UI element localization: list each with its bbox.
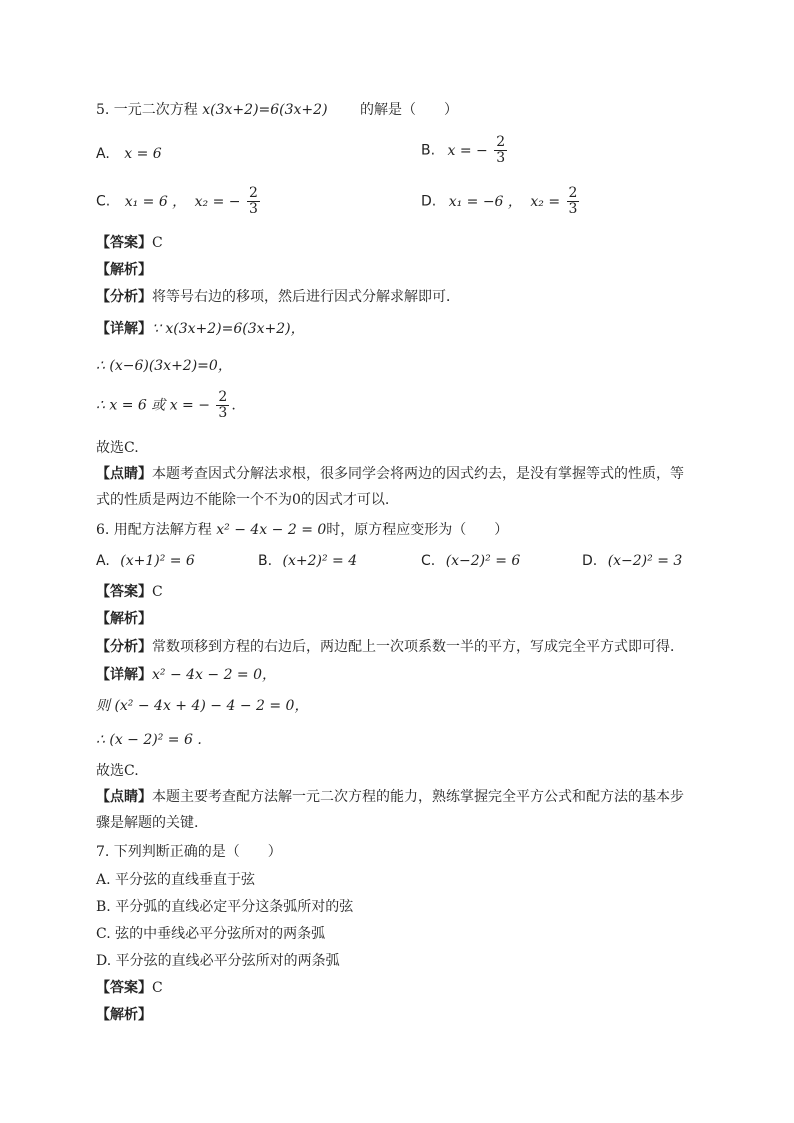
- q6-analysis-heading: 【解析】: [96, 611, 152, 627]
- q5-option-b-fraction: $\frac{2}{3}$: [496, 134, 506, 166]
- q6-option-b: B. (x+2)² = 4: [258, 553, 358, 569]
- q5-detail-3-fraction: $\frac{2}{3}$: [218, 389, 228, 421]
- q6-answer: 【答案】C: [96, 584, 163, 600]
- q6-detail-3: ∴ (x − 2)² = 6 .: [96, 732, 202, 748]
- q5-analysis-heading: 【解析】: [96, 262, 152, 278]
- q6-dianjing: 【点睛】本题主要考查配方法解一元二次方程的能力，熟练掌握完全平方公式和配方法的基本步 骤是解题的关键.: [96, 789, 684, 831]
- q7-answer: 【答案】C: [96, 980, 163, 996]
- q5-option-c: C. x₁ = 6 ， x₂ = − $\frac{2}{3}$: [96, 185, 258, 217]
- q5-option-c-fraction: $\frac{2}{3}$: [248, 185, 258, 217]
- q6-option-a: A. (x+1)² = 6: [96, 553, 195, 569]
- q5-dianjing: 【点睛】本题考查因式分解法求根，很多同学会将两边的因式约去，是没有掌握等式的性质，等 式的性质是两边不能除一个不为0的因式才可以.: [96, 466, 684, 508]
- q7-option-b: B. 平分弧的直线必定平分这条弧所对的弦: [96, 899, 354, 915]
- q6-conclusion: 故选C.: [96, 763, 139, 779]
- q5-answer: 【答案】C: [96, 235, 163, 251]
- q5-detail-1: 【详解】∵ x(3x+2)=6(3x+2)，: [96, 321, 305, 337]
- q5-stem-prefix: 5. 一元二次方程: [96, 102, 198, 118]
- q7-option-d: D. 平分弦的直线必平分弦所对的两条弧: [96, 953, 340, 969]
- q7-option-a: A. 平分弦的直线垂直于弦: [96, 872, 256, 888]
- q5-detail-2: ∴ (x−6)(3x+2)=0，: [96, 358, 232, 374]
- q6-option-c: C. (x−2)² = 6: [421, 553, 521, 569]
- q6-detail-1: 【详解】x² − 4x − 2 = 0，: [96, 667, 277, 683]
- q7-stem: 7. 下列判断正确的是（ ）: [96, 844, 282, 860]
- q5-conclusion: 故选C.: [96, 440, 139, 456]
- q6-option-d: D. (x−2)² = 3: [582, 553, 683, 569]
- q5-option-d-fraction: $\frac{2}{3}$: [568, 185, 578, 217]
- q6-stem: 6. 用配方法解方程 x² − 4x − 2 = 0时，原方程应变形为（ ）: [96, 522, 509, 538]
- q7-analysis-heading: 【解析】: [96, 1007, 152, 1023]
- q7-option-c: C. 弦的中垂线必平分弦所对的两条弧: [96, 926, 326, 942]
- q6-equation: x² − 4x − 2 = 0: [216, 522, 327, 538]
- q5-equation: x(3x+2)=6(3x+2): [202, 102, 328, 118]
- q5-option-a: A. x = 6: [96, 146, 162, 162]
- q5-fenxi: 【分析】将等号右边的移项，然后进行因式分解求解即可．: [96, 289, 460, 305]
- q6-detail-2: 则 (x² − 4x + 4) − 4 − 2 = 0，: [96, 698, 309, 714]
- q5-detail-3: ∴ x = 6 或 x = − $\frac{2}{3}$ .: [96, 389, 236, 421]
- q5-option-d: D. x₁ = −6 ， x₂ = $\frac{2}{3}$: [421, 185, 578, 217]
- q5-stem-suffix: 的解是（ ）: [359, 102, 458, 118]
- q6-fenxi: 【分析】常数项移到方程的右边后，两边配上一次项系数一半的平方，写成完全平方式即可得．: [96, 639, 684, 655]
- q5-stem: [96, 100, 458, 120]
- q5-option-b: B. x = − $\frac{2}{3}$: [421, 134, 506, 166]
